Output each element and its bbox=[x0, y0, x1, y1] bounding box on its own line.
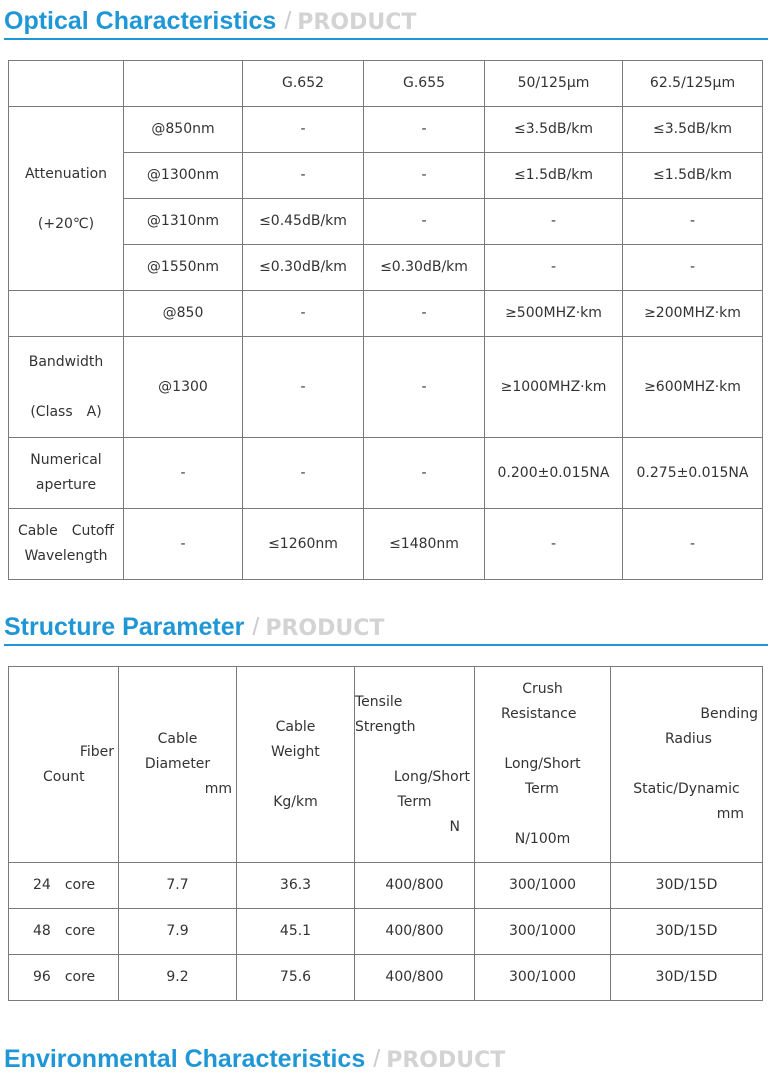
optical-section-header bbox=[4, 0, 768, 40]
value-cell: ≤1.5dB/km bbox=[485, 153, 623, 199]
bending-cell: 30D/15D bbox=[611, 863, 763, 909]
weight-cell: 75.6 bbox=[237, 955, 355, 1001]
header-term: Term bbox=[397, 793, 432, 810]
attenuation-label-1: Attenuation bbox=[24, 165, 108, 182]
header-bending-radius bbox=[611, 667, 763, 863]
value-cell: - bbox=[485, 245, 623, 291]
value-cell: ≤1.5dB/km bbox=[623, 153, 763, 199]
value-cell: - bbox=[364, 291, 485, 337]
table-row bbox=[9, 909, 763, 955]
wavelength-cell: @1550nm bbox=[124, 245, 243, 291]
value-cell: - bbox=[243, 153, 364, 199]
col-header: G.655 bbox=[364, 61, 485, 107]
header-bending: Bending bbox=[700, 706, 758, 722]
value-cell: - bbox=[243, 337, 364, 438]
value-cell: ≥500MHZ·km bbox=[485, 291, 623, 337]
value-cell: - bbox=[243, 107, 364, 153]
header-crush-resistance bbox=[475, 667, 611, 863]
environmental-heading-sub: PRODUCT bbox=[386, 1048, 506, 1073]
value-cell: - bbox=[623, 199, 763, 245]
environmental-section-header bbox=[4, 1030, 768, 1073]
header-term: Term bbox=[525, 781, 559, 797]
header-tensile-strength bbox=[355, 667, 475, 863]
value-cell: - bbox=[364, 153, 485, 199]
header-long-short: Long/Short bbox=[504, 756, 581, 772]
value-cell: ≤0.45dB/km bbox=[243, 199, 364, 245]
bandwidth-label-1: Bandwidth bbox=[28, 354, 104, 370]
wavelength-cell: @1300nm bbox=[124, 153, 243, 199]
optical-heading-sub: PRODUCT bbox=[297, 10, 417, 35]
value-cell: ≥600MHZ·km bbox=[623, 337, 763, 438]
table-row bbox=[9, 955, 763, 1001]
header-cable: Cable bbox=[275, 718, 316, 735]
col-header: G.652 bbox=[243, 61, 364, 107]
value-cell: - bbox=[623, 509, 763, 580]
value-cell: ≥1000MHZ·km bbox=[485, 337, 623, 438]
wavelength-cell: @1300 bbox=[124, 337, 243, 438]
weight-cell: 45.1 bbox=[237, 909, 355, 955]
crush-cell: 300/1000 bbox=[475, 863, 611, 909]
weight-cell: 36.3 bbox=[237, 863, 355, 909]
header-mm: mm bbox=[204, 781, 232, 797]
bandwidth-label bbox=[9, 337, 124, 438]
value-cell: ≤0.30dB/km bbox=[364, 245, 485, 291]
table-row bbox=[9, 438, 763, 509]
wavelength-cell: @1310nm bbox=[124, 199, 243, 245]
table-row bbox=[9, 509, 763, 580]
fiber-count-cell: 24 core bbox=[9, 863, 119, 909]
numerical-aperture-label: Numerical aperture bbox=[9, 438, 124, 509]
col-header: 50/125μm bbox=[485, 61, 623, 107]
value-cell: - bbox=[243, 438, 364, 509]
value-cell: - bbox=[124, 509, 243, 580]
structure-header-row bbox=[9, 667, 763, 863]
heading-rule bbox=[4, 644, 768, 646]
attenuation-label-2: (+20℃) bbox=[37, 215, 95, 232]
tensile-cell: 400/800 bbox=[355, 955, 475, 1001]
structure-heading-sub: PRODUCT bbox=[265, 616, 385, 641]
table-row bbox=[9, 107, 763, 153]
header-radius: Radius bbox=[665, 731, 712, 747]
empty-cell bbox=[9, 291, 124, 337]
wavelength-cell: @850 bbox=[124, 291, 243, 337]
heading-slash: / bbox=[252, 613, 260, 641]
header-resistance: Resistance bbox=[501, 706, 577, 722]
header-diameter: Diameter bbox=[144, 756, 211, 772]
environmental-heading: Environmental Characteristics bbox=[4, 1045, 366, 1073]
table-row bbox=[9, 863, 763, 909]
header-long-short: Long/Short bbox=[393, 768, 470, 785]
tensile-cell: 400/800 bbox=[355, 909, 475, 955]
heading-slash: / bbox=[284, 7, 292, 35]
value-cell: 0.275±0.015NA bbox=[623, 438, 763, 509]
value-cell: - bbox=[124, 438, 243, 509]
header-static-dynamic: Static/Dynamic bbox=[633, 781, 740, 797]
header-cable-diameter bbox=[119, 667, 237, 863]
heading-rule bbox=[4, 38, 768, 40]
header-kg-km: Kg/km bbox=[273, 793, 318, 810]
value-cell: - bbox=[485, 199, 623, 245]
heading-slash: / bbox=[373, 1045, 381, 1073]
table-row bbox=[9, 291, 763, 337]
attenuation-label bbox=[9, 107, 124, 291]
bandwidth-label-2: (Class A) bbox=[30, 404, 102, 420]
header-empty bbox=[9, 61, 124, 107]
header-fiber: Fiber bbox=[79, 743, 114, 760]
diameter-cell: 7.9 bbox=[119, 909, 237, 955]
bending-cell: 30D/15D bbox=[611, 955, 763, 1001]
optical-heading: Optical Characteristics bbox=[4, 7, 277, 35]
crush-cell: 300/1000 bbox=[475, 955, 611, 1001]
fiber-count-cell: 96 core bbox=[9, 955, 119, 1001]
value-cell: - bbox=[485, 509, 623, 580]
header-crush: Crush bbox=[522, 681, 563, 697]
value-cell: ≤1260nm bbox=[243, 509, 364, 580]
crush-cell: 300/1000 bbox=[475, 909, 611, 955]
value-cell: ≥200MHZ·km bbox=[623, 291, 763, 337]
structure-heading: Structure Parameter bbox=[4, 613, 245, 641]
header-n-100m: N/100m bbox=[514, 831, 571, 847]
optical-table bbox=[8, 60, 763, 580]
cutoff-wavelength-label: Cable Cutoff Wavelength bbox=[9, 509, 124, 580]
value-cell: ≤0.30dB/km bbox=[243, 245, 364, 291]
value-cell: - bbox=[243, 291, 364, 337]
header-n: N bbox=[449, 818, 460, 835]
optical-header-row bbox=[9, 61, 763, 107]
value-cell: ≤1480nm bbox=[364, 509, 485, 580]
structure-table bbox=[8, 666, 763, 1001]
header-cable-weight bbox=[237, 667, 355, 863]
value-cell: ≤3.5dB/km bbox=[485, 107, 623, 153]
header-fiber-count bbox=[9, 667, 119, 863]
header-cable: Cable bbox=[157, 731, 198, 747]
header-count: Count bbox=[43, 768, 85, 785]
header-empty bbox=[124, 61, 243, 107]
table-row bbox=[9, 337, 763, 438]
bending-cell: 30D/15D bbox=[611, 909, 763, 955]
tensile-cell: 400/800 bbox=[355, 863, 475, 909]
value-cell: ≤3.5dB/km bbox=[623, 107, 763, 153]
header-mm: mm bbox=[716, 806, 744, 822]
value-cell: - bbox=[364, 337, 485, 438]
fiber-count-cell: 48 core bbox=[9, 909, 119, 955]
diameter-cell: 7.7 bbox=[119, 863, 237, 909]
value-cell: - bbox=[623, 245, 763, 291]
value-cell: 0.200±0.015NA bbox=[485, 438, 623, 509]
wavelength-cell: @850nm bbox=[124, 107, 243, 153]
col-header: 62.5/125μm bbox=[623, 61, 763, 107]
header-tensile: Tensile Strength bbox=[355, 693, 417, 735]
value-cell: - bbox=[364, 199, 485, 245]
diameter-cell: 9.2 bbox=[119, 955, 237, 1001]
header-weight: Weight bbox=[271, 743, 320, 760]
structure-section-header bbox=[4, 606, 768, 646]
value-cell: - bbox=[364, 438, 485, 509]
value-cell: - bbox=[364, 107, 485, 153]
